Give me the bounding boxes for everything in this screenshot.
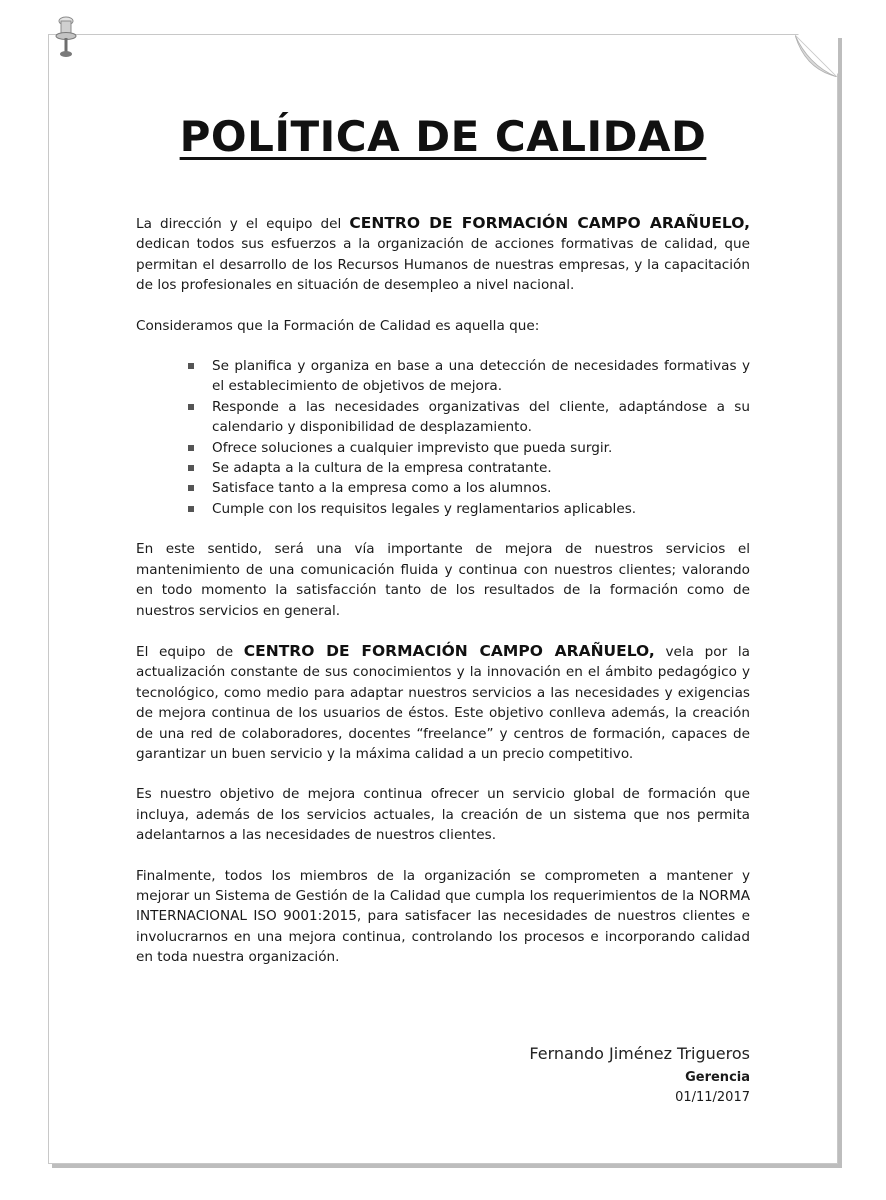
list-item: Cumple con los requisitos legales y reglamentarios aplicables.: [188, 499, 750, 519]
organization-name: CENTRO DE FORMACIÓN CAMPO ARAÑUELO,: [243, 641, 655, 660]
bullets-intro: Consideramos que la Formación de Calidad es aquella que:: [136, 317, 540, 334]
signatory-role: Gerencia: [685, 1070, 750, 1085]
objective-paragraph: Es nuestro objetivo de mejora continua ofrecer un servicio global de formación que incluya, además de los servicios actuales, la creación de un sistema que nos permita adelantarnos a las necesidades de nuestros clientes.: [136, 786, 750, 844]
square-bullet-icon: [188, 506, 194, 512]
organization-name: CENTRO DE FORMACIÓN CAMPO ARAÑUELO,: [349, 214, 750, 232]
page-curl-corner: [795, 35, 837, 77]
square-bullet-icon: [188, 445, 194, 451]
signatory-name: Fernando Jiménez Trigueros: [529, 1044, 750, 1063]
commitment-paragraph: Finalmente, todos los miembros de la organización se comprometen a mantener y mejorar un Sistema de Gestión de la Calidad que cumpla los requerimientos de la NORMA INTERNACIONAL ISO 9001:2015, para satisfacer las necesidades de nuestros clientes e involucrarnos en una mejora continua, controlando los procesos e incorporando calidad en toda nuestra organización.: [136, 867, 750, 966]
team-paragraph: El equipo de CENTRO DE FORMACIÓN CAMPO ARAÑUELO, vela por la actualización constante de sus conocimientos y la innovación en el ámbito pedagógico y tecnológico, como medio para adaptar nuestros servicios a las necesidades y exigencias de mejora continua de los usuarios de éstos. Este objetivo conlleva además, la creación de una red de colaboradores, docentes “freelance” y centros de formación, capaces de garantizar un buen servicio y la máxima calidad a un precio competitivo.: [136, 641, 750, 762]
list-item: Ofrece soluciones a cualquier imprevisto que pueda surgir.: [188, 438, 750, 458]
list-item: Satisface tanto a la empresa como a los alumnos.: [188, 478, 750, 498]
list-item: Se adapta a la cultura de la empresa contratante.: [188, 458, 750, 478]
signature-block: [529, 1043, 750, 1108]
list-item: Se planifica y organiza en base a una detección de necesidades formativas y el establecimiento de objetivos de mejora.: [188, 356, 750, 397]
communication-paragraph: En este sentido, será una vía importante de mejora de nuestros servicios el mantenimiento de una comunicación fluida y continua con nuestros clientes; valorando en todo momento la satisfacción tanto de los resultados de la formación como de nuestros servicios en general.: [136, 541, 750, 619]
square-bullet-icon: [188, 485, 194, 491]
list-item: Responde a las necesidades organizativas del cliente, adaptándose a su calendario y disponibilidad de desplazamiento.: [188, 397, 750, 438]
document-body: [136, 213, 750, 988]
pushpin-icon: [54, 16, 78, 62]
quality-criteria-list: [136, 356, 750, 519]
intro-paragraph: La dirección y el equipo del CENTRO DE FORMACIÓN CAMPO ARAÑUELO, dedican todos sus esfuerzos a la organización de acciones formativas de calidad, que permitan el desarrollo de los Recursos Humanos de nuestras empresas, y la capacitación de los profesionales en situación de desempleo a nivel nacional.: [136, 214, 750, 294]
page-title: POLÍTICA DE CALIDAD: [179, 112, 707, 161]
square-bullet-icon: [188, 404, 194, 410]
square-bullet-icon: [188, 465, 194, 471]
signature-date: 01/11/2017: [675, 1090, 750, 1105]
square-bullet-icon: [188, 363, 194, 369]
